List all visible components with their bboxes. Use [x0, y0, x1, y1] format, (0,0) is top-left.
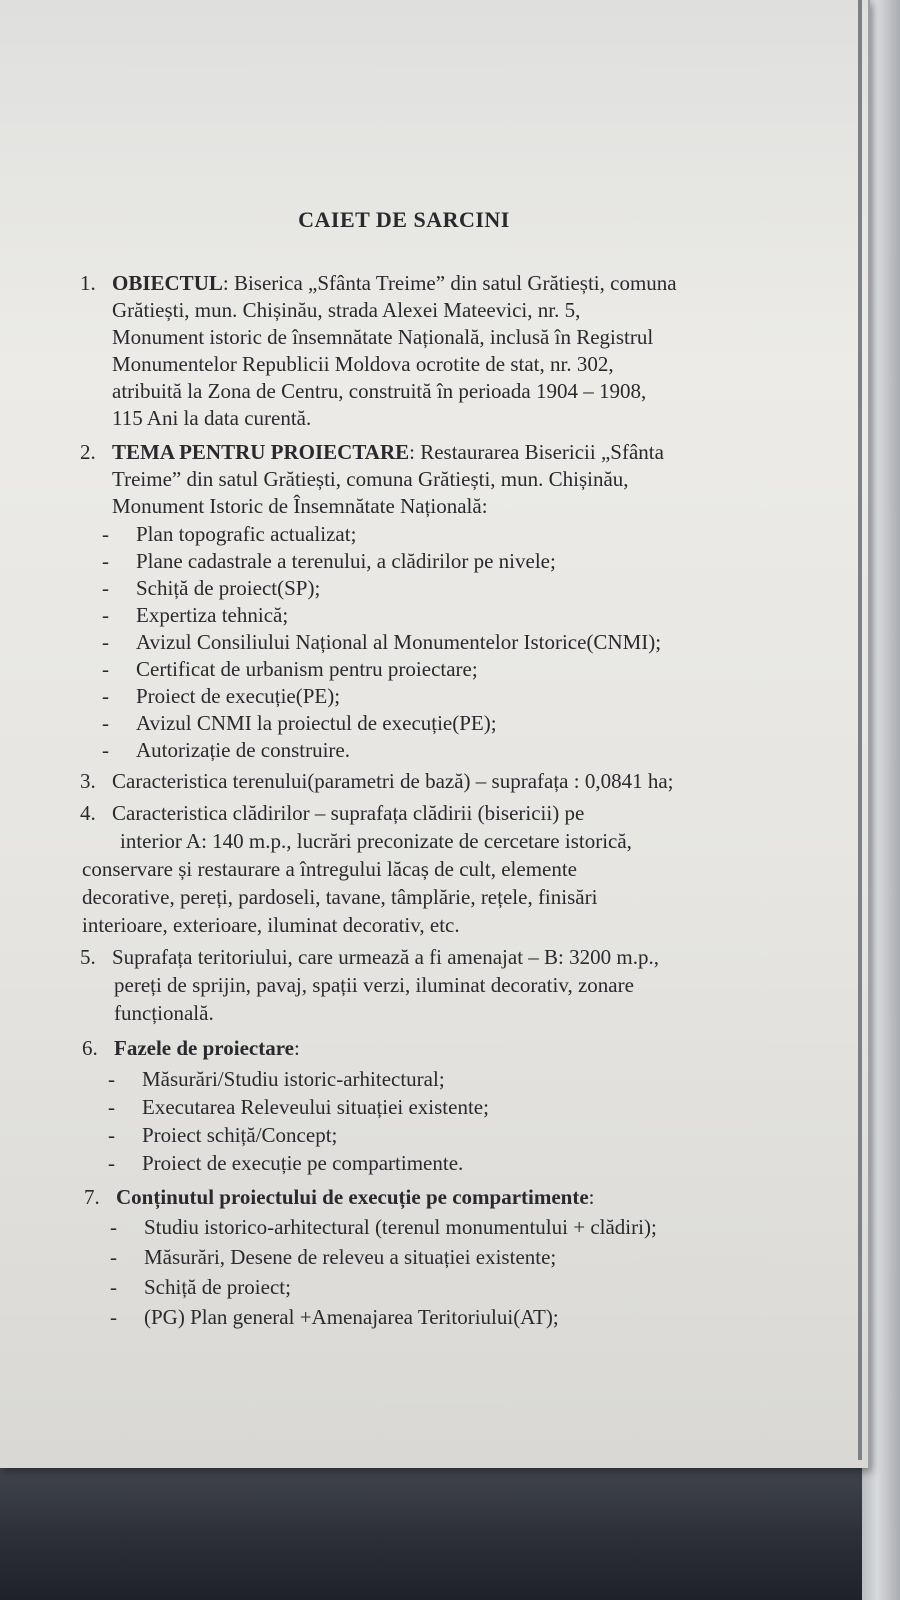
document-title: CAIET DE SARCINI [298, 207, 510, 232]
bullet-text: Avizul Consiliului Național al Monumentelor Istorice(CNMI); [136, 630, 662, 654]
item-2-line-1 [80, 439, 664, 466]
item-2-bullet [102, 656, 478, 683]
bullet-dash: - [102, 522, 109, 546]
bullet-text: Schiță de proiect(SP); [136, 576, 321, 600]
bullet-dash: - [102, 603, 109, 627]
bullet-text: Măsurări, Desene de releveu a situației existente; [144, 1245, 557, 1269]
item-7-label: Conținutul proiectului de execuție pe compartimente [116, 1185, 589, 1209]
item-7-line-1 [84, 1184, 595, 1211]
bullet-dash: - [110, 1305, 117, 1329]
bullet-text: Expertiza tehnică; [136, 603, 289, 627]
bullet-text: Măsurări/Studiu istoric-arhitectural; [142, 1067, 445, 1091]
bullet-text: Executarea Releveului situației existente; [142, 1095, 489, 1119]
item-1-number: 1. [80, 271, 96, 295]
item-4-line-4: decorative, pereți, pardoseli, tavane, tâmplărie, rețele, finisări [82, 885, 598, 909]
item-7-bullet [110, 1244, 556, 1271]
item-2-bullet [102, 548, 556, 575]
item-6-suffix: : [293, 1036, 300, 1060]
bullet-text: (PG) Plan general +Amenajarea Teritoriului(AT); [144, 1305, 559, 1329]
item-7-bullet [110, 1304, 559, 1331]
item-1-line-1 [80, 270, 677, 297]
item-4-line-1 [80, 800, 584, 827]
item-1-line-2: Grătiești, mun. Chișinău, strada Alexei Mateevici, nr. 5, [112, 298, 581, 322]
item-2-line-2: Treime” din satul Grătiești, comuna Grătiești, mun. Chișinău, [112, 467, 629, 491]
page-fold-edge [858, 0, 862, 1460]
item-7-bullet [110, 1214, 657, 1241]
item-4-line-3: conservare și restaurare a întregului lăcaș de cult, elemente [82, 857, 578, 881]
item-7-suffix: : [588, 1185, 595, 1209]
item-2-bullet [102, 737, 350, 764]
item-6-label: Fazele de proiectare [114, 1036, 294, 1060]
item-1-text: : Biserica „Sfânta Treime” din satul Grătiești, comuna [222, 271, 677, 295]
bullet-dash: - [108, 1123, 115, 1147]
bullet-dash: - [108, 1095, 115, 1119]
bullet-dash: - [108, 1067, 115, 1091]
bullet-text: Autorizație de construire. [136, 738, 350, 762]
bullet-text: Plan topografic actualizat; [136, 522, 357, 546]
item-7-bullet [110, 1274, 291, 1301]
bullet-dash: - [108, 1151, 115, 1175]
bullet-dash: - [102, 711, 109, 735]
item-4-line-5: interioare, exterioare, iluminat decorativ, etc. [82, 913, 460, 937]
bullet-dash: - [102, 576, 109, 600]
item-1-line-4: Monumentelor Republicii Moldova ocrotite de stat, nr. 302, [112, 352, 614, 376]
item-5-line-2: pereți de sprijin, pavaj, spații verzi, iluminat decorativ, zonare [114, 973, 634, 997]
bullet-text: Plane cadastrale a terenului, a clădirilor pe nivele; [136, 549, 556, 573]
item-2-bullet [102, 575, 320, 602]
item-6-number: 6. [82, 1036, 98, 1060]
item-7-number: 7. [84, 1185, 100, 1209]
bullet-text: Proiect schiță/Concept; [142, 1123, 338, 1147]
item-6-bullet [108, 1066, 445, 1093]
item-1-label: OBIECTUL [112, 271, 223, 295]
item-6-bullet [108, 1122, 337, 1149]
item-4-text: Caracteristica clădirilor – suprafața clădirii (bisericii) pe [112, 801, 585, 825]
bullet-dash: - [102, 738, 109, 762]
bullet-dash: - [102, 684, 109, 708]
bullet-dash: - [110, 1245, 117, 1269]
bullet-text: Schiță de proiect; [144, 1275, 291, 1299]
bullet-text: Certificat de urbanism pentru proiectare; [136, 657, 478, 681]
item-3-text: Caracteristica terenului(parametri de bază) – suprafața : 0,0841 ha; [112, 769, 674, 793]
bullet-dash: - [110, 1275, 117, 1299]
bullet-text: Proiect de execuție pe compartimente. [142, 1151, 464, 1175]
item-5-number: 5. [80, 945, 96, 969]
item-5-line-1 [80, 944, 659, 971]
item-2-bullet [102, 629, 661, 656]
bullet-text: Studiu istorico-arhitectural (terenul monumentului + clădiri); [144, 1215, 657, 1239]
item-2-line-3: Monument Istoric de Însemnătate Națională: [112, 494, 488, 518]
item-2-number: 2. [80, 440, 96, 464]
bullet-dash: - [110, 1215, 117, 1239]
item-2-label: TEMA PENTRU PROIECTARE [112, 440, 410, 464]
item-2-bullet [102, 710, 497, 737]
item-3-number: 3. [80, 769, 96, 793]
item-2-bullet [102, 521, 356, 548]
item-4-number: 4. [80, 801, 96, 825]
item-6-line-1 [82, 1035, 300, 1062]
bullet-text: Avizul CNMI la proiectul de execuție(PE); [136, 711, 497, 735]
item-1-line-3: Monument istoric de însemnătate Națională, inclusă în Registrul [112, 325, 654, 349]
bullet-dash: - [102, 630, 109, 654]
item-6-bullet [108, 1150, 463, 1177]
bullet-dash: - [102, 657, 109, 681]
bullet-text: Proiect de execuție(PE); [136, 684, 341, 708]
item-1-line-5: atribuită la Zona de Centru, construită în perioada 1904 – 1908, [112, 379, 647, 403]
item-2-text: : Restaurarea Bisericii „Sfânta [409, 440, 664, 464]
item-4-line-2: interior A: 140 m.p., lucrări preconizate de cercetare istorică, [120, 829, 632, 853]
item-6-bullet [108, 1094, 489, 1121]
item-5-line-3: funcțională. [114, 1001, 214, 1025]
bullet-dash: - [102, 549, 109, 573]
item-2-bullet [102, 602, 288, 629]
item-5-text: Suprafața teritoriului, care urmează a fi amenajat – B: 3200 m.p., [112, 945, 659, 969]
item-3-line-1 [80, 768, 673, 795]
item-1-line-6: 115 Ani la data curentă. [112, 406, 312, 430]
item-2-bullet [102, 683, 340, 710]
